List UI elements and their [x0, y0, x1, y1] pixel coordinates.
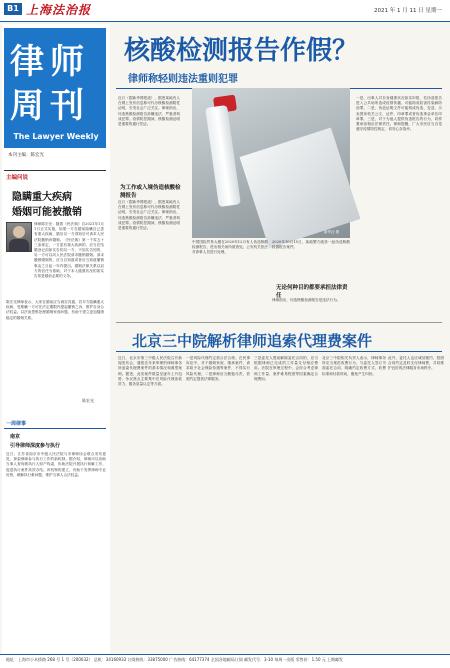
left-column-body: 律师陈宏光：随着《民法典》自2021年1月1日正式实施，如果一方在婚前隐瞒自己患有重大疾病，婚后另一方得知后可请求人民法院撤销该婚姻。《民法典》第一千零五十三条规定，一方患有重大疾病的，应当在结婚登记前如实告知另一方；不如实告知的，另一方可以向人民法院请求撤销婚姻。请求撤销婚姻的，应当自知道或者应当知道撤销事由之日起一年内提出。婚姻法律关系以双方的信任为基础，对于本人健康状况的如实告知是婚前必要的义务。: [34, 222, 104, 279]
footer-info: 地址：上海市小木桥路 268 号 1 号（200032） 总机：34160933 订阅热线：33875000 广告热线：64177374 全国各地邮局订阅 邮发代号：3-10 每周一出版 零售价：1.50 元 上期邮发: [6, 657, 344, 662]
column-tag: 主编问说: [6, 175, 29, 181]
story1-column-1-continued: 近日（据新华网报道），据悉某地有人在网上发布信息称可代办核酸检测阴性证明，引发社会广泛关注。律师指出，伪造核酸检测报告涉嫌违法，严重者构成犯罪。疫情防控期间，核酸检测证明是重要的通行凭证。: [118, 200, 180, 231]
story2-column-2: 一是风险代理约定需合法合规。在民事诉讼中，对于婚姻家庭、继承案件，请求给予社会保险待遇等案件，不得实行风险代理。二是律师应当勤勉尽责，依照约定提供法律服务。: [186, 356, 250, 381]
story1-column-2: 中国国际贸易大楼在2020年12月有人伪造核酸检测报告，进出相关场所被查处。公安机关依法对涉事人员进行处理。: [192, 240, 268, 255]
second-headline-rule: [116, 351, 442, 352]
brand-title-line2: 周刊: [10, 86, 90, 126]
story1-column-4: 一是，出事人对自身健康状况如实申报，若伪造报告进入公共场所造成疫情传播，可能构成妨害传染病防治罪。二是，伪造证明文件可能构成伪造、变造、买卖国家机关公文、证件、印章罪或者伪造事业单位印章罪。三是，对于为他人提供伪造报告的行为，同样要承担相应法律责任。律师提醒，广大市民应当自觉遵守疫情防控规定，切勿心存侥幸。: [356, 96, 442, 132]
section-divider: [116, 322, 442, 323]
story2-column-5: 此外，委托人也应诚信履约，按照合同约定及时支付律师费，共同维护良好的法律服务市场秩序。: [388, 356, 444, 371]
issue-date: 2021 年 1 月 11 日 星期一: [374, 8, 442, 14]
left-headline-line2: 婚姻可能被撤销: [12, 207, 82, 218]
brand-title-line1: 律师: [10, 42, 90, 82]
story2-column-3: 三是委托人提前解除委托合同的，应当根据律师已完成的工作量支付相应费用。法院在审理过程中，会综合考虑律师工作量、案件难易程度等因素确定合理费用。: [254, 356, 318, 381]
left-column-signature: 陈宏光: [82, 398, 94, 403]
story1-column-1: 近日（据新华网报道），据悉某地有人在网上发布信息称可代办核酸检测阴性证明，引发社会广泛关注。律师指出，伪造核酸检测报告涉嫌违法，严重者构成犯罪。疫情防控期间，核酸检测证明是重要的通行凭证。: [118, 96, 180, 127]
paper-name: 上海法治报: [26, 3, 92, 17]
editor-line: 本刊主编：陈宏光: [8, 153, 44, 158]
photo-credit: 新华社 图: [324, 230, 340, 234]
main-subheadline: 律师称轻则违法重则犯罪: [128, 74, 238, 85]
story2-column-1: 近日，北京市第三中级人民法院召开新闻发布会，通报近年来审理的律师事务所追索代理费案件的基本情况和典型案例。据悉，此类案件数量呈逐年上升趋势，争议焦点主要集中在风险代理条款效力、服务质量认定等方面。: [118, 356, 182, 387]
story1-subhead-2: 无论何种目的都要承担法律责任: [276, 285, 348, 299]
story1-column-3-continued: 律师指出，伪造核酸检测报告是违法行为。: [272, 298, 341, 302]
brand-english-title: The Lawyer Weekly: [13, 132, 99, 141]
page-number-badge: B1: [4, 3, 22, 15]
left-column-body-continued: 陈宏光律师表示，大家在婚前应当诚实沟通，若对方隐瞒重大疾病，受欺瞒一方可在法定期限内提起撤销之诉，维护自身合法权益。以法治思维处理婚姻家庭问题，有助于建立更加健康稳定的婚姻关系。: [6, 300, 104, 320]
weekly-tag-rule: [4, 428, 106, 429]
left-headline-line1: 隐瞒重大疾病: [12, 192, 72, 203]
weekly-tag: 一周律事: [6, 421, 27, 427]
second-headline: 北京三中院解析律师追索代理费案件: [132, 332, 373, 350]
main-headline: 核酸检测报告作假？: [124, 36, 359, 66]
weekly-body: 近日，江苏省南京市中级人民法院与市律师协会联合发布意见，探索律师参与执行工作的新机制。据介绍，律师可以协助当事人查询被执行人财产线索，协助法院开展执行和解工作，促进执行案件高效办结。该机制的建立，有助于发挥律师专业优势，缓解执行难问题，维护当事人合法权益。: [6, 452, 106, 477]
story2-column-4: 北京三中院相关负责人表示，律师事务所应当规范收费行为，与委托人签订书面委托合同，明确约定收费方式、收费标准和付款时间，避免产生纠纷。: [322, 356, 386, 376]
weekly-subtitle: 引导律师深度参与执行: [10, 443, 61, 449]
story1-subhead-1: 为工作或入境伪造核酸检测报告: [120, 185, 181, 199]
story1-column-3: 2020年10月15日，某地警方破获一起伪造核酸检测报告案件。: [272, 240, 350, 250]
weekly-location: 南京: [10, 434, 21, 440]
